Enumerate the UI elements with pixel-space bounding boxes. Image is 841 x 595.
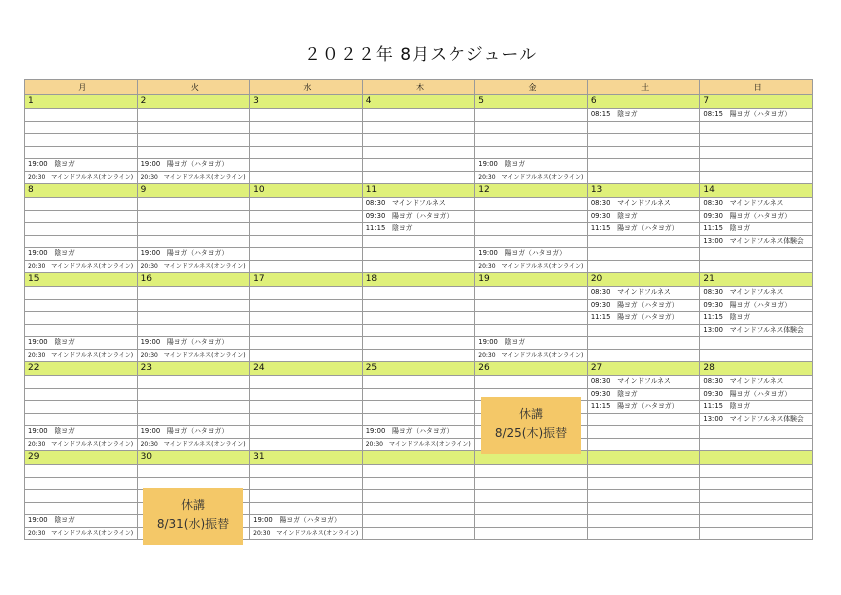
schedule-cell <box>362 490 475 503</box>
page-title: ２０２２年 8月スケジュール <box>303 45 538 65</box>
schedule-cell <box>137 324 250 337</box>
day-number: 28 <box>700 362 813 376</box>
schedule-cell <box>475 465 588 478</box>
day-number: 11 <box>362 184 475 198</box>
schedule-cell <box>137 388 250 401</box>
schedule-cell <box>362 121 475 134</box>
schedule-cell: 20:30 マインドフルネス(オンライン) <box>25 527 138 540</box>
schedule-cell <box>475 223 588 236</box>
schedule-cell <box>250 401 363 414</box>
schedule-cell: 20:30 マインドフルネス(オンライン) <box>137 438 250 451</box>
schedule-cell: 19:00 陽ヨガ（ハタヨガ） <box>137 159 250 172</box>
schedule-cell <box>362 527 475 540</box>
schedule-cell <box>25 376 138 389</box>
schedule-cell <box>250 146 363 159</box>
weekday-header: 日 <box>700 80 813 95</box>
schedule-cell: 08:30 マインドフルネス <box>587 287 700 300</box>
schedule-cell <box>250 376 363 389</box>
schedule-cell <box>25 477 138 490</box>
schedule-row <box>25 171 813 184</box>
schedule-cell: 13:00 マインドフルネス体験会 <box>700 413 813 426</box>
schedule-cell <box>362 515 475 528</box>
schedule-row <box>25 159 813 172</box>
schedule-cell <box>137 210 250 223</box>
schedule-cell <box>137 134 250 147</box>
calendar-table <box>24 79 813 540</box>
schedule-row <box>25 337 813 350</box>
schedule-cell: 08:30 マインドフルネス <box>700 376 813 389</box>
day-number: 5 <box>475 95 588 109</box>
schedule-cell <box>137 287 250 300</box>
day-number <box>362 451 475 465</box>
schedule-cell <box>587 527 700 540</box>
day-number: 3 <box>250 95 363 109</box>
schedule-cell: 11:15 陰ヨガ <box>362 223 475 236</box>
schedule-cell <box>362 349 475 362</box>
schedule-cell <box>25 312 138 325</box>
schedule-cell <box>25 413 138 426</box>
schedule-row <box>25 287 813 300</box>
schedule-cell <box>475 235 588 248</box>
weekday-header-row <box>25 80 813 95</box>
schedule-cell: 20:30 マインドフルネス(オンライン) <box>25 260 138 273</box>
schedule-cell <box>137 401 250 414</box>
day-number: 20 <box>587 273 700 287</box>
schedule-cell <box>250 299 363 312</box>
schedule-cell <box>250 248 363 261</box>
schedule-cell: 09:30 陽ヨガ（ハタヨガ） <box>362 210 475 223</box>
schedule-cell <box>362 465 475 478</box>
schedule-cell <box>700 171 813 184</box>
schedule-cell <box>362 502 475 515</box>
schedule-cell <box>700 490 813 503</box>
schedule-cell: 20:30 マインドフルネス(オンライン) <box>475 171 588 184</box>
schedule-cell <box>362 248 475 261</box>
schedule-cell: 19:00 陰ヨガ <box>475 159 588 172</box>
schedule-cell: 13:00 マインドフルネス体験会 <box>700 235 813 248</box>
note-line2: 8/31(水)振替 <box>156 517 230 531</box>
schedule-cell <box>362 299 475 312</box>
schedule-cell <box>587 324 700 337</box>
schedule-row <box>25 413 813 426</box>
day-number-row <box>25 184 813 198</box>
day-number: 21 <box>700 273 813 287</box>
day-number: 10 <box>250 184 363 198</box>
weekday-header: 水 <box>250 80 363 95</box>
schedule-cell <box>250 413 363 426</box>
schedule-cell <box>587 413 700 426</box>
day-number: 18 <box>362 273 475 287</box>
schedule-cell: 19:00 陰ヨガ <box>475 337 588 350</box>
schedule-cell <box>250 109 363 122</box>
schedule-cell <box>250 337 363 350</box>
schedule-cell: 08:30 マインドフルネス <box>362 198 475 211</box>
schedule-cell <box>25 223 138 236</box>
day-number: 23 <box>137 362 250 376</box>
schedule-cell: 11:15 陰ヨガ <box>700 312 813 325</box>
schedule-cell: 20:30 マインドフルネス(オンライン) <box>137 260 250 273</box>
schedule-cell <box>587 477 700 490</box>
schedule-cell <box>700 121 813 134</box>
day-number: 16 <box>137 273 250 287</box>
day-number: 19 <box>475 273 588 287</box>
schedule-row <box>25 223 813 236</box>
schedule-cell: 11:15 陰ヨガ <box>700 401 813 414</box>
schedule-cell <box>137 109 250 122</box>
schedule-cell <box>362 376 475 389</box>
schedule-cell <box>25 146 138 159</box>
day-number: 29 <box>25 451 138 465</box>
day-number: 1 <box>25 95 138 109</box>
schedule-cell <box>25 210 138 223</box>
weekday-header: 火 <box>137 80 250 95</box>
schedule-cell <box>700 349 813 362</box>
day-number: 8 <box>25 184 138 198</box>
schedule-cell <box>587 121 700 134</box>
schedule-cell: 19:00 陰ヨガ <box>25 159 138 172</box>
schedule-cell <box>250 438 363 451</box>
schedule-cell <box>25 287 138 300</box>
schedule-cell <box>587 515 700 528</box>
day-number <box>700 451 813 465</box>
schedule-cell <box>250 388 363 401</box>
schedule-cell <box>475 287 588 300</box>
schedule-cell: 09:30 陽ヨガ（ハタヨガ） <box>587 299 700 312</box>
schedule-cell: 20:30 マインドフルネス(オンライン) <box>25 171 138 184</box>
schedule-cell <box>25 235 138 248</box>
schedule-cell: 19:00 陽ヨガ（ハタヨガ） <box>250 515 363 528</box>
schedule-cell <box>25 502 138 515</box>
day-number-row <box>25 451 813 465</box>
schedule-row <box>25 235 813 248</box>
schedule-cell <box>250 159 363 172</box>
schedule-cell <box>700 146 813 159</box>
schedule-row <box>25 465 813 478</box>
weekday-header: 土 <box>587 80 700 95</box>
schedule-cell <box>587 159 700 172</box>
day-number-row <box>25 95 813 109</box>
schedule-cell <box>250 465 363 478</box>
schedule-cell <box>587 235 700 248</box>
schedule-cell <box>362 287 475 300</box>
schedule-cell <box>137 235 250 248</box>
schedule-cell <box>475 527 588 540</box>
day-number: 6 <box>587 95 700 109</box>
schedule-cell <box>475 515 588 528</box>
schedule-cell <box>250 134 363 147</box>
schedule-cell: 09:30 陰ヨガ <box>587 210 700 223</box>
schedule-row <box>25 260 813 273</box>
schedule-cell: 20:30 マインドフルネス(オンライン) <box>25 438 138 451</box>
schedule-cell <box>25 324 138 337</box>
schedule-cell <box>250 210 363 223</box>
schedule-cell <box>362 477 475 490</box>
schedule-row <box>25 248 813 261</box>
schedule-cell <box>25 134 138 147</box>
schedule-cell <box>362 171 475 184</box>
day-number: 27 <box>587 362 700 376</box>
schedule-cell <box>362 413 475 426</box>
schedule-cell: 20:30 マインドフルネス(オンライン) <box>475 349 588 362</box>
schedule-cell: 08:30 マインドフルネス <box>587 376 700 389</box>
schedule-cell <box>475 477 588 490</box>
schedule-row <box>25 376 813 389</box>
day-number: 2 <box>137 95 250 109</box>
schedule-cell: 20:30 マインドフルネス(オンライン) <box>362 438 475 451</box>
schedule-cell <box>362 146 475 159</box>
schedule-cell: 19:00 陰ヨガ <box>25 515 138 528</box>
day-number: 17 <box>250 273 363 287</box>
schedule-cell <box>700 438 813 451</box>
schedule-cell <box>25 121 138 134</box>
schedule-cell <box>587 134 700 147</box>
schedule-row <box>25 401 813 414</box>
schedule-cell <box>250 349 363 362</box>
schedule-cell <box>700 260 813 273</box>
schedule-cell <box>362 109 475 122</box>
schedule-cell <box>25 388 138 401</box>
day-number: 30 <box>137 451 250 465</box>
schedule-cell <box>475 210 588 223</box>
day-number: 26 <box>475 362 588 376</box>
schedule-cell <box>250 260 363 273</box>
schedule-row <box>25 438 813 451</box>
day-number: 14 <box>700 184 813 198</box>
schedule-cell <box>700 477 813 490</box>
schedule-cell: 08:15 陰ヨガ <box>587 109 700 122</box>
schedule-cell <box>250 490 363 503</box>
note-line2: 8/25(木)振替 <box>494 426 568 440</box>
schedule-cell <box>137 121 250 134</box>
day-number: 31 <box>250 451 363 465</box>
schedule-cell <box>250 426 363 439</box>
schedule-cell <box>250 312 363 325</box>
schedule-cell <box>475 146 588 159</box>
schedule-cell <box>475 198 588 211</box>
schedule-row <box>25 388 813 401</box>
schedule-cell <box>700 426 813 439</box>
schedule-cell <box>137 376 250 389</box>
schedule-row <box>25 146 813 159</box>
schedule-cell: 13:00 マインドフルネス体験会 <box>700 324 813 337</box>
cancellation-note-26 <box>481 397 581 454</box>
schedule-cell: 11:15 陰ヨガ <box>700 223 813 236</box>
schedule-cell: 19:00 陰ヨガ <box>25 337 138 350</box>
day-number: 13 <box>587 184 700 198</box>
schedule-cell <box>587 502 700 515</box>
schedule-cell <box>587 426 700 439</box>
schedule-cell <box>137 198 250 211</box>
schedule-cell: 19:00 陽ヨガ（ハタヨガ） <box>137 337 250 350</box>
schedule-cell: 11:15 陽ヨガ（ハタヨガ） <box>587 312 700 325</box>
schedule-cell <box>250 121 363 134</box>
weekday-header: 木 <box>362 80 475 95</box>
schedule-cell <box>587 248 700 261</box>
schedule-cell: 11:15 陽ヨガ（ハタヨガ） <box>587 223 700 236</box>
schedule-cell <box>362 337 475 350</box>
schedule-cell <box>362 235 475 248</box>
day-number: 22 <box>25 362 138 376</box>
schedule-cell <box>137 312 250 325</box>
schedule-row <box>25 134 813 147</box>
schedule-cell <box>362 401 475 414</box>
schedule-cell <box>587 337 700 350</box>
schedule-row <box>25 109 813 122</box>
schedule-cell <box>587 465 700 478</box>
schedule-cell <box>475 134 588 147</box>
schedule-cell <box>362 134 475 147</box>
day-number: 9 <box>137 184 250 198</box>
schedule-cell <box>700 337 813 350</box>
note-line1: 休講 <box>518 407 543 421</box>
schedule-cell <box>25 490 138 503</box>
cancellation-note-30 <box>143 488 243 545</box>
schedule-cell: 20:30 マインドフルネス(オンライン) <box>250 527 363 540</box>
schedule-row <box>25 324 813 337</box>
schedule-cell <box>475 121 588 134</box>
schedule-cell: 20:30 マインドフルネス(オンライン) <box>137 171 250 184</box>
schedule-cell <box>137 146 250 159</box>
schedule-cell <box>250 235 363 248</box>
schedule-row <box>25 426 813 439</box>
day-number: 7 <box>700 95 813 109</box>
schedule-cell <box>587 349 700 362</box>
schedule-cell <box>475 109 588 122</box>
schedule-cell: 20:30 マインドフルネス(オンライン) <box>25 349 138 362</box>
schedule-cell <box>700 248 813 261</box>
schedule-cell <box>25 465 138 478</box>
schedule-cell <box>475 324 588 337</box>
schedule-cell <box>25 198 138 211</box>
schedule-cell <box>250 171 363 184</box>
schedule-cell: 20:30 マインドフルネス(オンライン) <box>475 260 588 273</box>
schedule-cell: 19:00 陽ヨガ（ハタヨガ） <box>137 248 250 261</box>
schedule-cell: 08:15 陽ヨガ（ハタヨガ） <box>700 109 813 122</box>
schedule-cell: 11:15 陽ヨガ（ハタヨガ） <box>587 401 700 414</box>
schedule-cell: 09:30 陽ヨガ（ハタヨガ） <box>700 210 813 223</box>
schedule-cell <box>475 490 588 503</box>
schedule-cell <box>587 171 700 184</box>
schedule-cell <box>700 515 813 528</box>
schedule-cell: 20:30 マインドフルネス(オンライン) <box>137 349 250 362</box>
schedule-cell: 19:00 陽ヨガ（ハタヨガ） <box>362 426 475 439</box>
schedule-cell <box>362 324 475 337</box>
schedule-cell <box>137 465 250 478</box>
day-number-row <box>25 273 813 287</box>
schedule-cell <box>700 527 813 540</box>
schedule-cell <box>137 413 250 426</box>
schedule-cell: 09:30 陽ヨガ（ハタヨガ） <box>700 388 813 401</box>
schedule-cell <box>250 223 363 236</box>
day-number: 15 <box>25 273 138 287</box>
schedule-cell <box>700 465 813 478</box>
schedule-cell <box>250 477 363 490</box>
note-line1: 休講 <box>180 498 205 512</box>
schedule-cell: 19:00 陰ヨガ <box>25 248 138 261</box>
schedule-cell: 19:00 陽ヨガ（ハタヨガ） <box>137 426 250 439</box>
day-number: 24 <box>250 362 363 376</box>
schedule-cell <box>362 159 475 172</box>
schedule-cell <box>475 299 588 312</box>
schedule-cell <box>700 502 813 515</box>
schedule-row <box>25 349 813 362</box>
schedule-cell <box>475 376 588 389</box>
schedule-cell <box>362 388 475 401</box>
schedule-row <box>25 299 813 312</box>
schedule-cell <box>587 260 700 273</box>
schedule-row <box>25 198 813 211</box>
weekday-header: 月 <box>25 80 138 95</box>
schedule-cell <box>250 502 363 515</box>
schedule-cell <box>587 438 700 451</box>
schedule-cell <box>137 299 250 312</box>
schedule-cell <box>362 260 475 273</box>
schedule-cell <box>137 223 250 236</box>
schedule-cell: 09:30 陰ヨガ <box>587 388 700 401</box>
schedule-cell: 08:30 マインドフルネス <box>700 198 813 211</box>
schedule-cell <box>250 198 363 211</box>
schedule-cell: 08:30 マインドフルネス <box>587 198 700 211</box>
day-number-row <box>25 362 813 376</box>
schedule-cell: 08:30 マインドフルネス <box>700 287 813 300</box>
schedule-cell <box>25 401 138 414</box>
schedule-cell: 19:00 陰ヨガ <box>25 426 138 439</box>
schedule-cell <box>250 287 363 300</box>
schedule-cell <box>700 159 813 172</box>
weekday-header: 金 <box>475 80 588 95</box>
schedule-cell <box>587 146 700 159</box>
day-number: 25 <box>362 362 475 376</box>
schedule-cell: 09:30 陽ヨガ（ハタヨガ） <box>700 299 813 312</box>
day-number: 4 <box>362 95 475 109</box>
schedule-cell <box>587 490 700 503</box>
schedule-row <box>25 210 813 223</box>
schedule-cell <box>475 312 588 325</box>
day-number: 12 <box>475 184 588 198</box>
schedule-cell <box>362 312 475 325</box>
schedule-cell <box>25 299 138 312</box>
schedule-cell <box>25 109 138 122</box>
day-number <box>587 451 700 465</box>
schedule-row <box>25 312 813 325</box>
schedule-row <box>25 121 813 134</box>
schedule-cell: 19:00 陽ヨガ（ハタヨガ） <box>475 248 588 261</box>
schedule-cell <box>250 324 363 337</box>
schedule-cell <box>475 502 588 515</box>
schedule-cell <box>700 134 813 147</box>
